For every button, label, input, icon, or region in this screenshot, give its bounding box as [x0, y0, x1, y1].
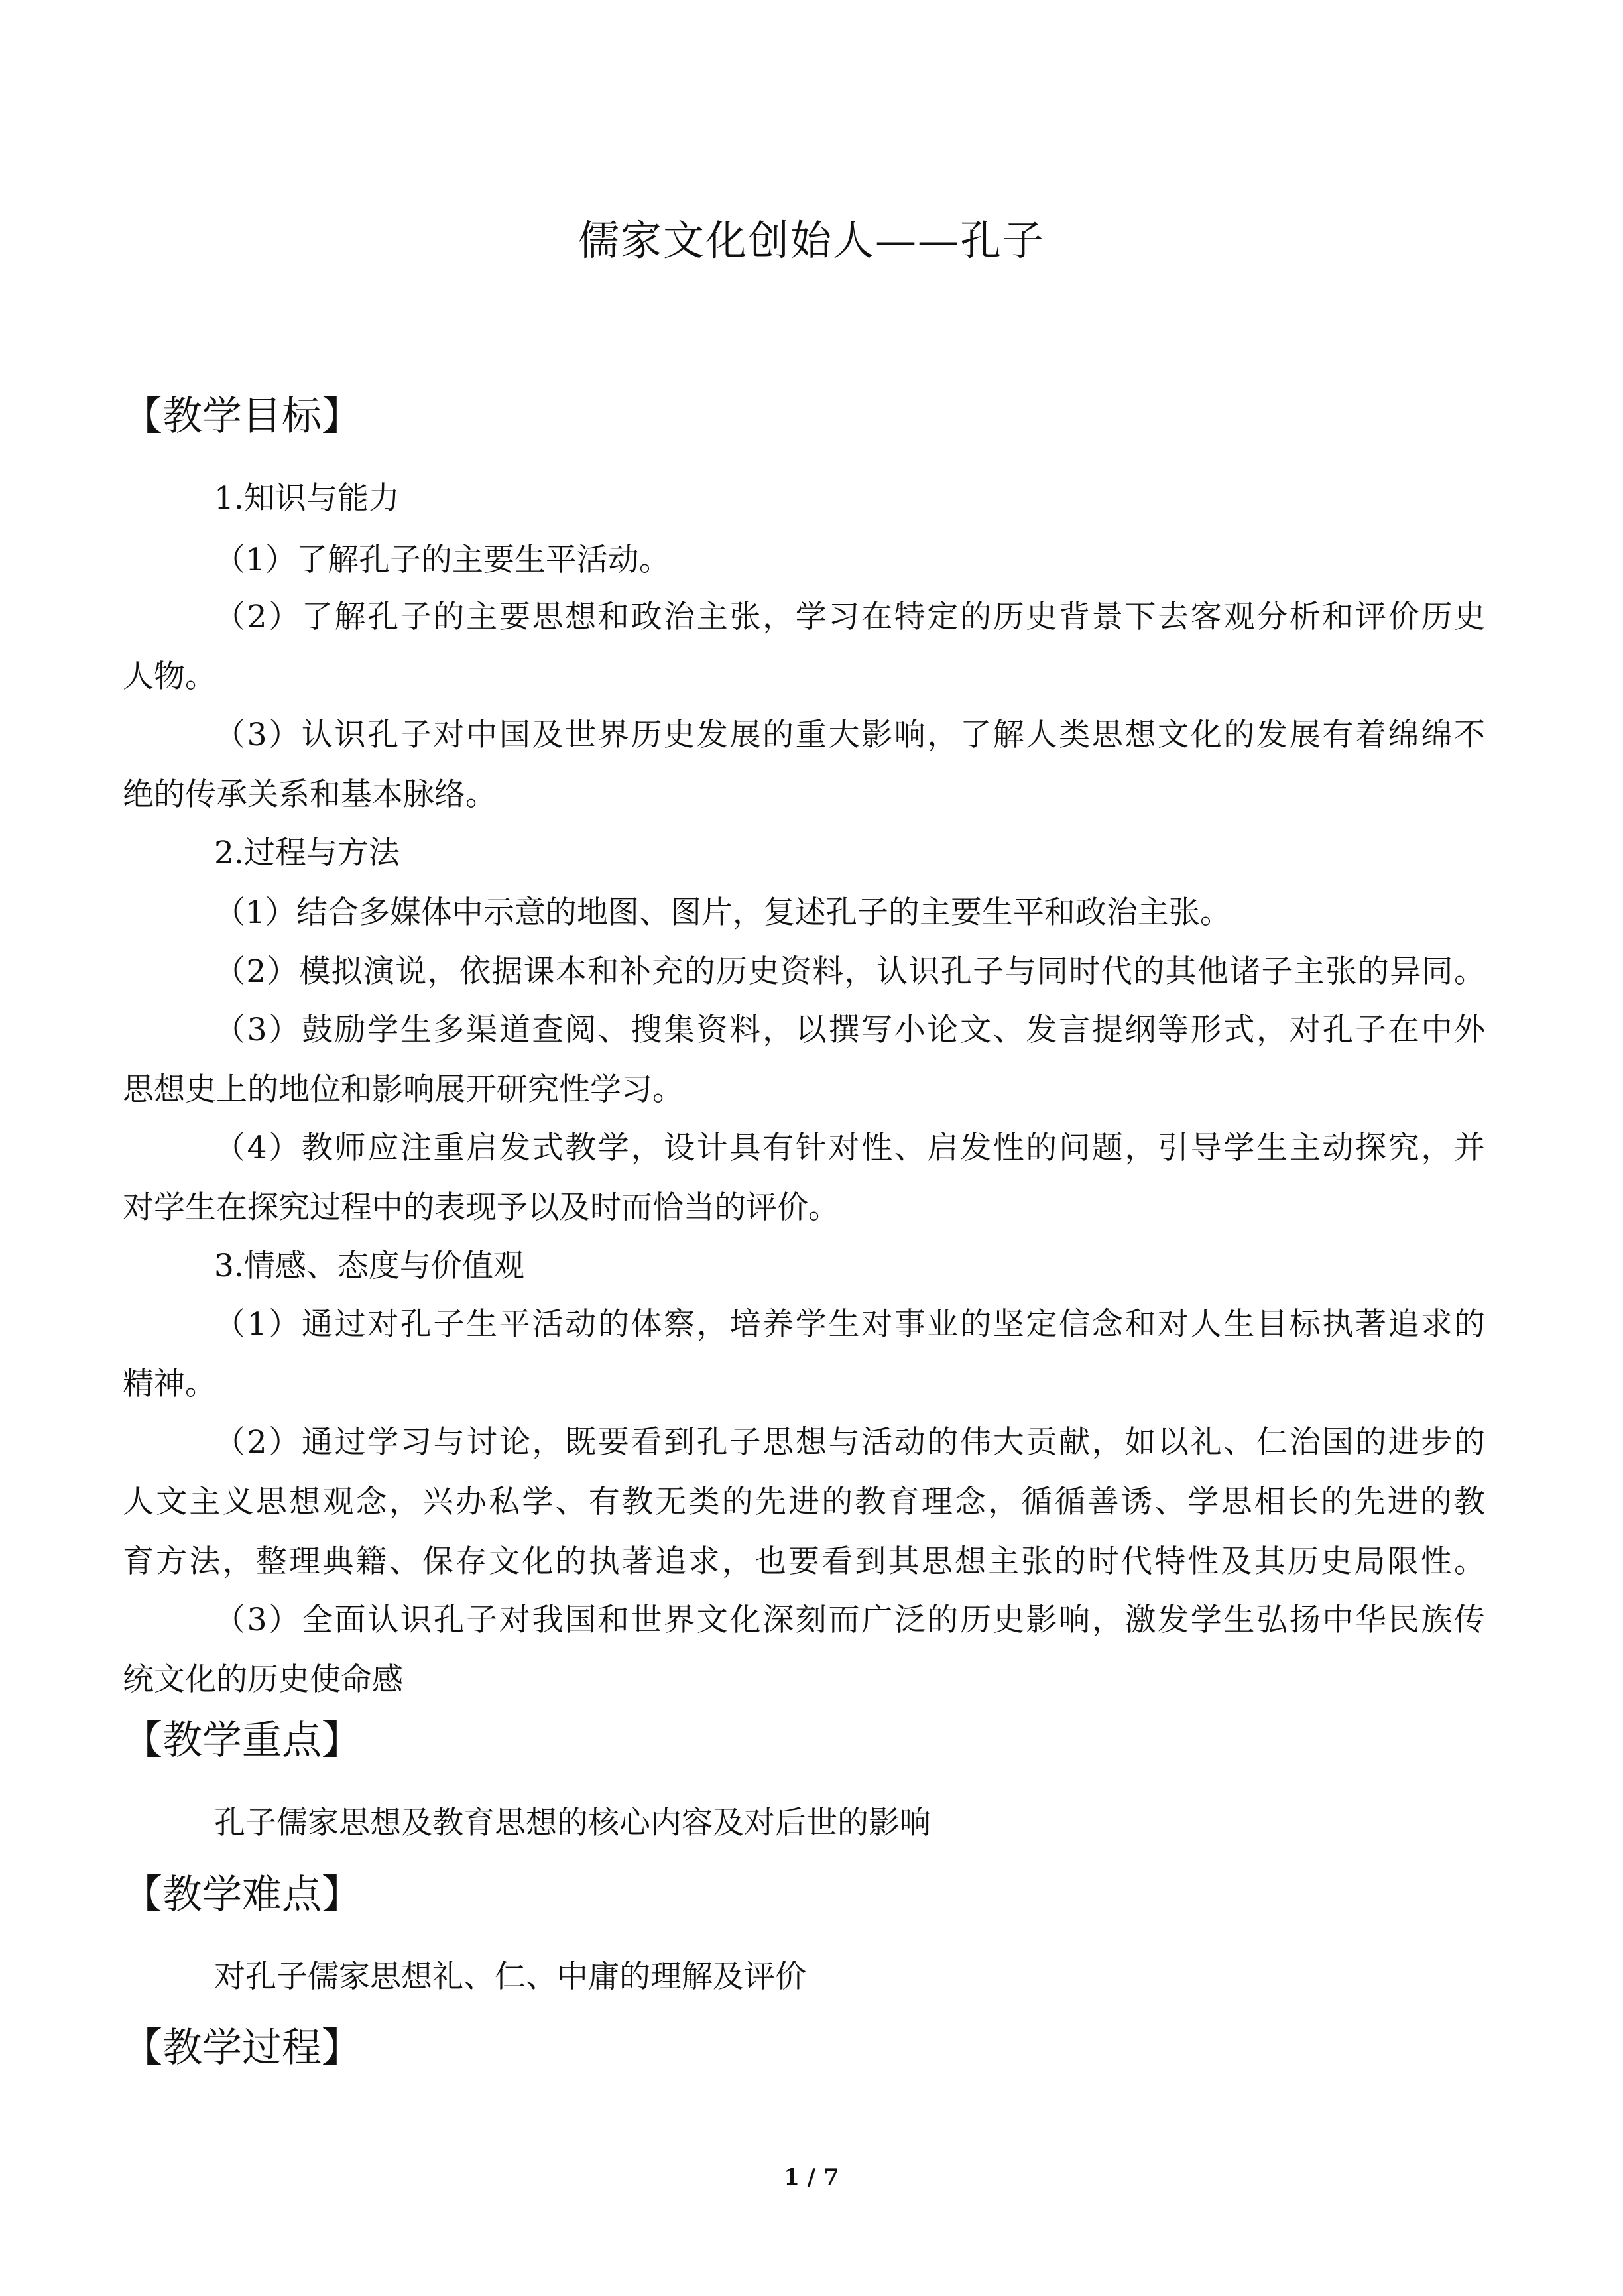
paragraph-line: （2）通过学习与讨论，既要看到孔子思想与活动的伟大贡献，如以礼、仁治国的进步的 — [214, 1424, 1485, 1461]
page-number: 1 / 7 — [784, 2164, 839, 2191]
section-heading-difficulties: 【教学难点】 — [123, 1872, 361, 1918]
paragraph-line: （4）教师应注重启发式教学，设计具有针对性、启发性的问题，引导学生主动探究，并 — [214, 1130, 1485, 1166]
paragraph-line: 统文化的历史使命感 — [123, 1662, 403, 1698]
paragraph-line: （2）模拟演说，依据课本和补充的历史资料，认识孔子与同时代的其他诸子主张的异同。 — [214, 953, 1485, 990]
paragraph-line: （3）认识孔子对中国及世界历史发展的重大影响，了解人类思想文化的发展有着绵绵不 — [214, 717, 1485, 753]
paragraph-line: 绝的传承关系和基本脉络。 — [123, 776, 497, 813]
difficulties-text: 对孔子儒家思想礼、仁、中庸的理解及评价 — [214, 1959, 806, 1995]
paragraph-line: （1）了解孔子的主要生平活动。 — [214, 542, 670, 578]
subheading-knowledge: 1.知识与能力 — [214, 480, 400, 516]
paragraph-line: 人物。 — [123, 658, 216, 695]
paragraph-line: 对学生在探究过程中的表现予以及时而恰当的评价。 — [123, 1189, 839, 1226]
subheading-values: 3.情感、态度与价值观 — [214, 1248, 524, 1284]
paragraph-line: 育方法，整理典籍、保存文化的执著追求，也要看到其思想主张的时代特性及其历史局限性。 — [123, 1543, 1485, 1580]
paragraph-line: 思想史上的地位和影响展开研究性学习。 — [123, 1071, 684, 1108]
paragraph-line: （3）鼓励学生多渠道查阅、搜集资料，以撰写小论文、发言提纲等形式，对孔子在中外 — [214, 1012, 1485, 1048]
paragraph-line: （1）通过对孔子生平活动的体察，培养学生对事业的坚定信念和对人生目标执著追求的 — [214, 1306, 1485, 1343]
document-title: 儒家文化创始人——孔子 — [577, 216, 1045, 265]
paragraph-line: （3）全面认识孔子对我国和世界文化深刻而广泛的历史影响，激发学生弘扬中华民族传 — [214, 1602, 1485, 1638]
paragraph-line: （2）了解孔子的主要思想和政治主张，学习在特定的历史背景下去客观分析和评价历史 — [214, 599, 1485, 635]
key-points-text: 孔子儒家思想及教育思想的核心内容及对后世的影响 — [214, 1805, 931, 1841]
section-heading-objectives: 【教学目标】 — [123, 393, 361, 440]
paragraph-line: （1）结合多媒体中示意的地图、图片，复述孔子的主要生平和政治主张。 — [214, 894, 1231, 931]
section-heading-key-points: 【教学重点】 — [123, 1717, 361, 1764]
section-heading-procedure: 【教学过程】 — [123, 2025, 361, 2071]
paragraph-line: 人文主义思想观念，兴办私学、有教无类的先进的教育理念，循循善诱、学思相长的先进的教 — [123, 1484, 1485, 1520]
paragraph-line: 精神。 — [123, 1366, 216, 1402]
subheading-process: 2.过程与方法 — [214, 835, 400, 871]
